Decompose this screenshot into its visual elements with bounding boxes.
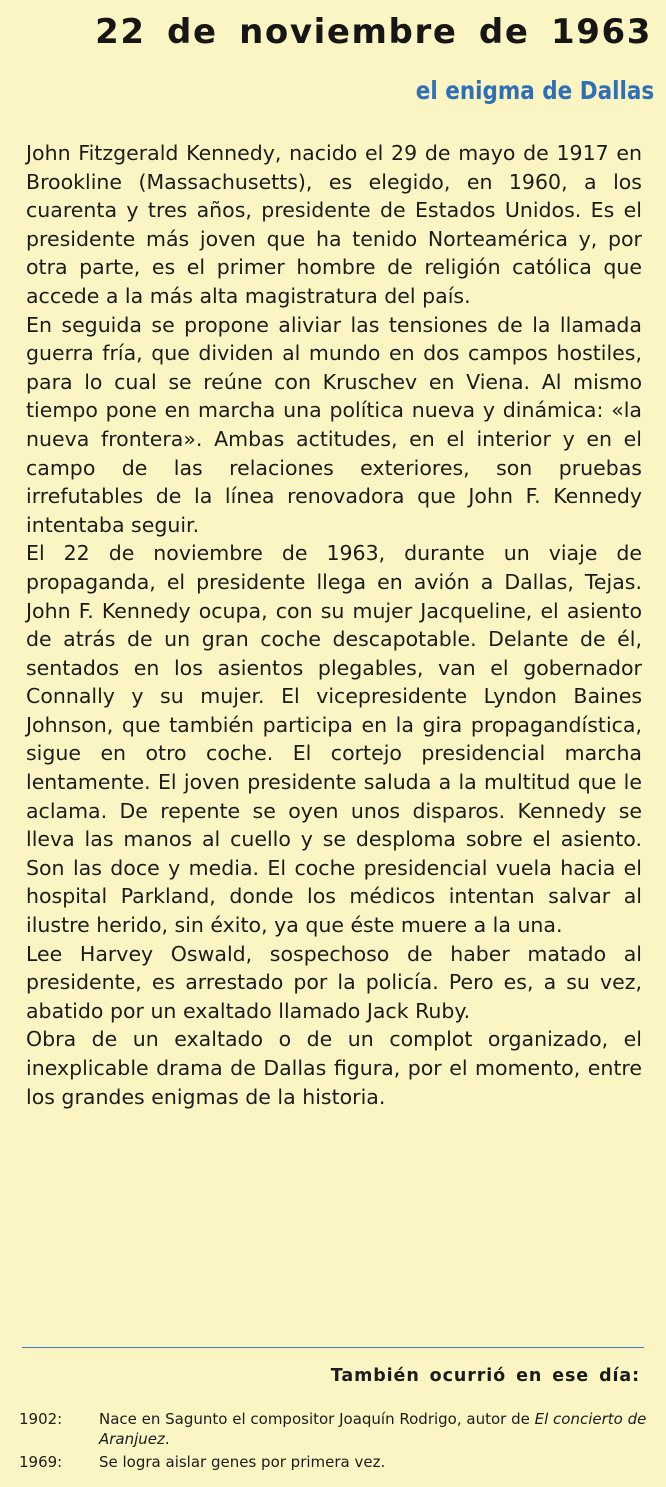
events-list	[19, 1409, 647, 1475]
event-text-part: .	[164, 1430, 170, 1448]
article-body	[26, 139, 642, 1111]
event-text	[99, 1452, 647, 1472]
also-happened-heading: También ocurrió en ese día:	[330, 1366, 640, 1386]
article-paragraph: Obra de un exaltado o de un complot organizado, el inexplicable drama de Dallas figura, por el momento, entre los grandes enigmas de la historia.	[26, 1027, 642, 1109]
event-year: 1969:	[19, 1453, 63, 1471]
article-paragraph: El 22 de noviembre de 1963, durante un viaje de propaganda, el presidente llega en avión a Dallas, Tejas. John F. Kennedy ocupa, con su mujer Jacqueline, el asiento de atrás de un gran coche descapotable. Delante de él, sentados en los asientos plegables, van el gobernador Connally y su mujer. El vicepresidente Lyndon Baines Johnson, que también participa en la gira propagandística, sigue en otro coche. El cortejo presidencial marcha lentamente. El joven presidente saluda a la multitud que le aclama. De repente se oyen unos disparos. Kennedy se lleva las manos al cuello y se desploma sobre el asiento. Son las doce y media. El coche presidencial vuela hacia el hospital Parkland, donde los médicos intentan salvar al ilustre herido, sin éxito, ya que éste muere a la una.	[26, 541, 642, 938]
event-year: 1902:	[19, 1410, 63, 1428]
event-text-part: Se logra aislar genes por primera vez.	[99, 1453, 386, 1471]
article-paragraph: En seguida se propone aliviar las tensiones de la llamada guerra fría, que dividen al mundo en dos campos hostiles, para lo cual se reúne con Kruschev en Viena. Al mismo tiempo pone en marcha una política nueva y dinámica: «la nueva frontera». Ambas actitudes, en el interior y en el campo de las relaciones exteriores, son pruebas irrefutables de la línea renovadora que John F. Kennedy intentaba seguir.	[26, 312, 642, 537]
page-title: 22 de noviembre de 1963	[95, 12, 652, 52]
article-paragraph: Lee Harvey Oswald, sospechoso de haber matado al presidente, es arrestado por la policía. Pero es, a su vez, abatido por un exaltado llamado Jack Ruby.	[26, 941, 642, 1023]
event-text-part: Nace en Sagunto el compositor Joaquín Rodrigo, autor de	[99, 1410, 535, 1428]
page-subtitle: el enigma de Dallas	[415, 76, 654, 105]
event-work-title: El concierto de Aranjuez	[99, 1410, 647, 1448]
section-divider	[22, 1347, 644, 1348]
article-paragraph: John Fitzgerald Kennedy, nacido el 29 de mayo de 1917 en Brookline (Massachusetts), es elegido, en 1960, a los cuarenta y tres años, presidente de Estados Unidos. Es el presidente más joven que ha tenido Norteamérica y, por otra parte, es el primer hombre de religión católica que accede a la más alta magistratura del país.	[26, 141, 642, 308]
list-item	[19, 1452, 647, 1472]
event-text	[99, 1409, 647, 1449]
list-item	[19, 1409, 647, 1449]
